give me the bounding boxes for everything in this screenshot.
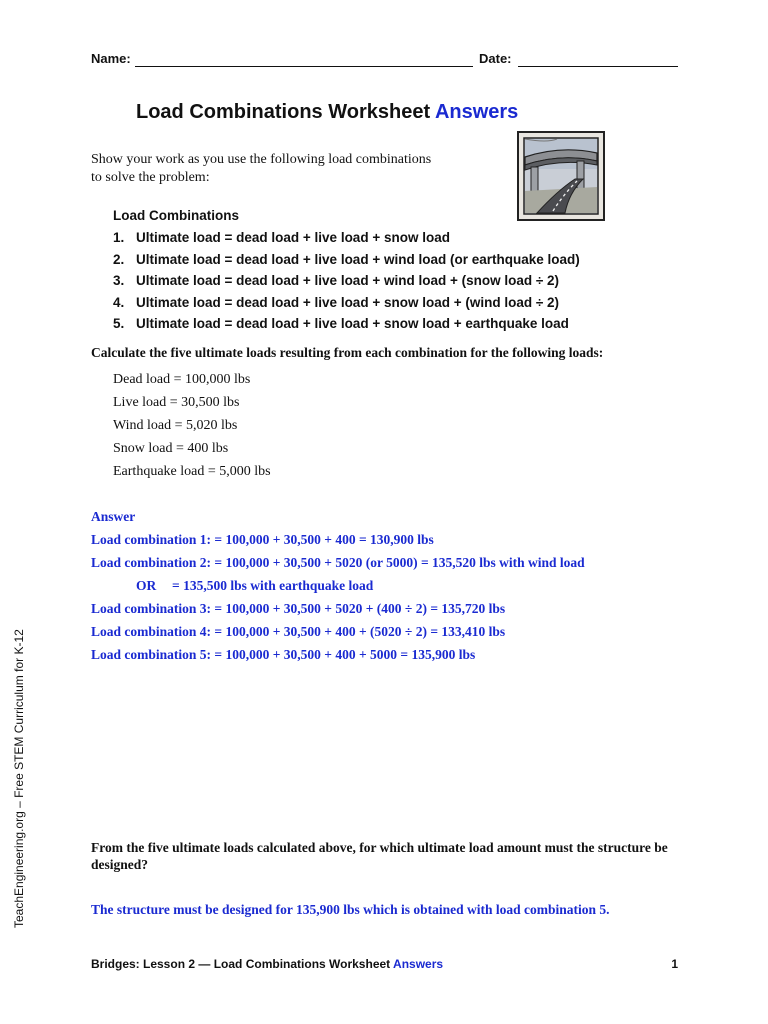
page-footer [91,957,681,971]
combination-item [113,292,580,314]
combination-number: 1. [113,230,125,245]
final-question: From the five ultimate loads calculated above, for which ultimate load amount must the structure be designed? [91,840,668,872]
page-title [136,101,518,124]
title-main: Load Combinations Worksheet [136,101,431,123]
side-credit-text: TeachEngineering.org – Free STEM Curriculum for K-12 [12,629,26,928]
combination-item [113,270,580,292]
intro-line-2: to solve the problem: [91,170,210,185]
answer-line: Load combination 5: = 100,000 + 30,500 + 400 + 5000 = 135,900 lbs [91,647,476,662]
combination-item [113,249,580,271]
load-combinations-heading: Load Combinations [113,208,239,223]
combination-text: Ultimate load = dead load + live load + snow load + earthquake load [136,316,569,331]
footer-accent: Answers [393,957,444,971]
final-answer: The structure must be designed for 135,900 lbs which is obtained with load combination 5. [91,902,610,917]
title-accent: Answers [434,101,519,123]
name-label: Name: [91,51,131,66]
date-label: Date: [479,51,512,66]
given-loads-list [113,369,271,484]
answer-line: Load combination 1: = 100,000 + 30,500 + 400 = 130,900 lbs [91,532,434,547]
answers-section [91,506,585,667]
combination-text: Ultimate load = dead load + live load + snow load + (wind load ÷ 2) [136,294,559,310]
answer-line: Load combination 3: = 100,000 + 30,500 + 5020 + (400 ÷ 2) = 135,720 lbs [91,601,506,616]
combination-number: 4. [113,294,125,310]
date-field[interactable] [518,66,678,67]
intro-line-1: Show your work as you use the following load combinations [91,152,432,167]
combination-text: Ultimate load = dead load + live load + wind load (or earthquake load) [136,251,580,267]
name-field[interactable] [135,66,473,67]
footer-text: Bridges: Lesson 2 — Load Combinations Worksheet [91,957,391,971]
name-date-header [91,51,681,71]
combination-number: 3. [113,273,125,288]
load-item: Wind load = 5,020 lbs [113,418,238,433]
calculation-question: Calculate the five ultimate loads resulting from each combination for the following loads: [91,345,604,360]
combination-number: 5. [113,316,125,331]
combination-number: 2. [113,251,125,267]
load-item: Live load = 30,500 lbs [113,395,240,410]
combination-item [113,313,580,335]
answer-or-line [91,575,585,598]
or-word: OR [136,578,157,593]
load-item: Snow load = 400 lbs [113,441,229,456]
load-combinations-list [113,207,580,335]
answer-line: Load combination 2: = 100,000 + 30,500 + 5020 (or 5000) = 135,520 lbs with wind load [91,555,585,570]
load-item: Dead load = 100,000 lbs [113,372,251,387]
or-text: = 135,500 lbs with earthquake load [172,578,374,593]
combination-text: Ultimate load = dead load + live load + wind load + (snow load ÷ 2) [136,273,559,288]
combination-text: Ultimate load = dead load + live load + snow load [136,230,450,245]
intro-text [91,151,471,187]
answer-heading: Answer [91,509,136,524]
combination-item [113,227,580,249]
page-number: 1 [671,957,678,971]
load-item: Earthquake load = 5,000 lbs [113,464,271,479]
answer-line: Load combination 4: = 100,000 + 30,500 + 400 + (5020 ÷ 2) = 133,410 lbs [91,624,506,639]
